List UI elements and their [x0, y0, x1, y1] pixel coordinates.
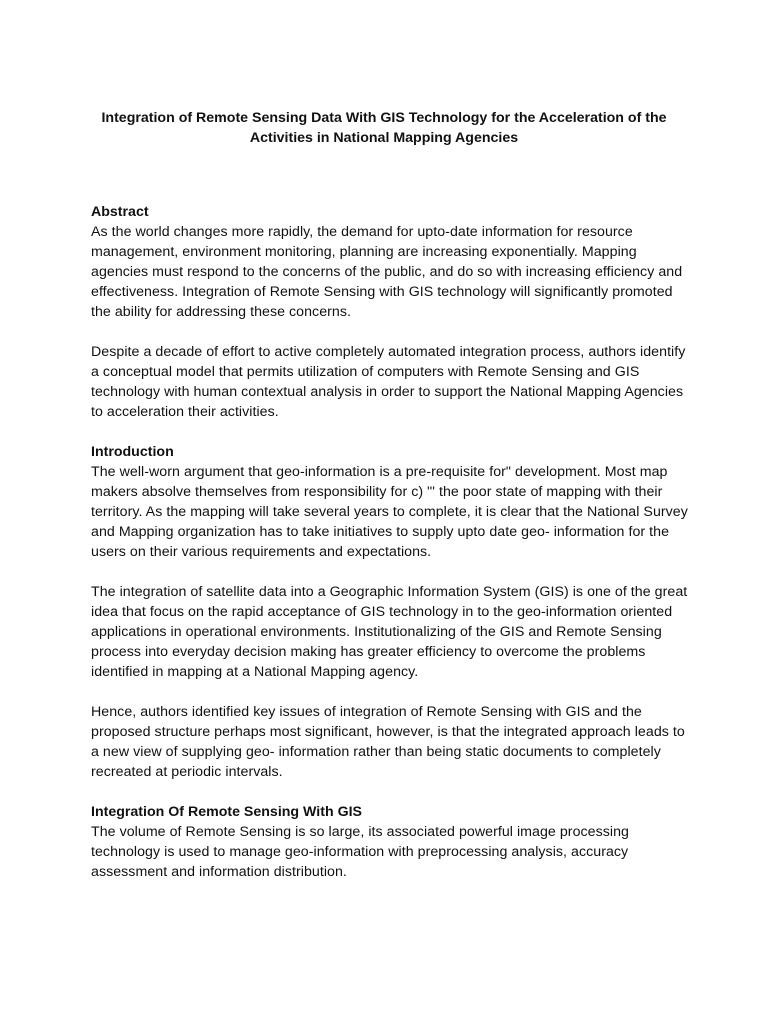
abstract-heading: Abstract: [91, 204, 149, 220]
introduction-heading: Introduction: [91, 444, 174, 460]
document-body: [91, 202, 691, 902]
document-title: Integration of Remote Sensing Data With GIS Technology for the Acceleration of the Activities in National Mapping Agencies: [101, 110, 667, 146]
abstract-paragraph-2: Despite a decade of effort to active completely automated integration process, authors identify a conceptual model that permits utilization of computers with Remote Sensing and GIS technology with human contextual analysis in order to support the National Mapping Agencies to acceleration their activities.: [91, 344, 686, 420]
integration-paragraph-1: The volume of Remote Sensing is so large, its associated powerful image processing technology is used to manage geo-information with preprocessing analysis, accuracy assessment and information distribution.: [91, 824, 629, 880]
introduction-paragraph-1: The well-worn argument that geo-information is a pre-requisite for" development. Most map makers absolve themselves from responsibility for c) "' the poor state of mapping with their territory. As the mapping will take several years to complete, it is clear that the National Survey and Mapping organization has to take initiatives to supply upto date geo- information for the users on their various requirements and expectations.: [91, 464, 688, 560]
introduction-paragraph-2: The integration of satellite data into a Geographic Information System (GIS) is one of the great idea that focus on the rapid acceptance of GIS technology in to the geo-information oriented applications in operational environments. Institutionalizing of the GIS and Remote Sensing process into everyday decision making has greater efficiency to overcome the problems identified in mapping at a National Mapping agency.: [91, 584, 688, 680]
introduction-paragraph-3: Hence, authors identified key issues of integration of Remote Sensing with GIS and the proposed structure perhaps most significant, however, is that the integrated approach leads to a new view of supplying geo- information rather than being static documents to completely recreated at periodic intervals.: [91, 704, 685, 780]
abstract-paragraph-1: As the world changes more rapidly, the demand for upto-date information for resource management, environment monitoring, planning are increasing exponentially. Mapping agencies must respond to the concerns of the public, and do so with increasing efficiency and effectiveness. Integration of Remote Sensing with GIS technology will significantly promoted the ability for addressing these concerns.: [91, 224, 683, 320]
integration-heading: Integration Of Remote Sensing With GIS: [91, 804, 363, 820]
